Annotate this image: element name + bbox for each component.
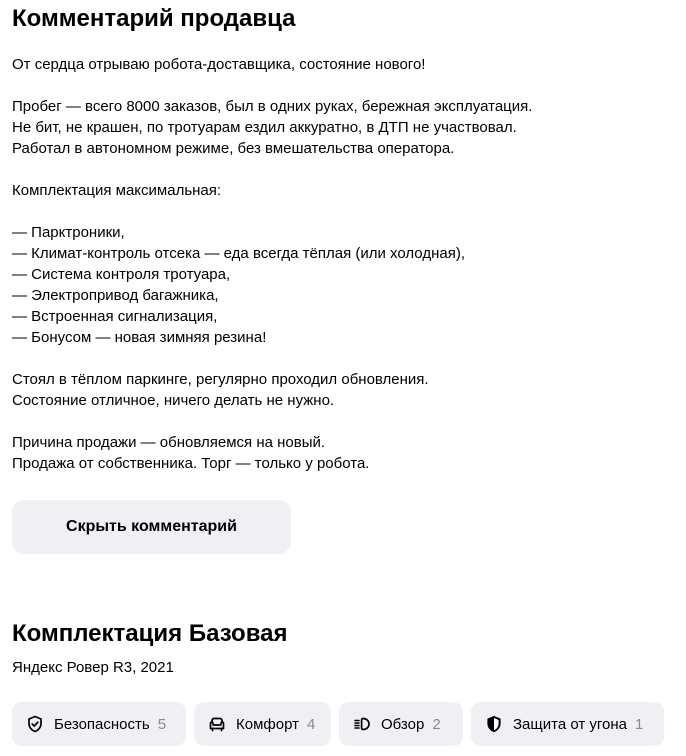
hide-comment-button[interactable]: Скрыть комментарий bbox=[12, 500, 291, 554]
seller-comment-title: Комментарий продавца bbox=[12, 5, 296, 32]
comment-paragraph bbox=[12, 369, 672, 411]
chip-comfort[interactable] bbox=[194, 702, 331, 746]
comment-line: Комплектация максимальная: bbox=[12, 182, 222, 199]
chip-count: 2 bbox=[432, 715, 441, 733]
chip-label: Комфорт bbox=[236, 715, 299, 733]
comment-line: — Бонусом — новая зимняя резина! bbox=[12, 329, 267, 346]
comment-line: Причина продажи — обновляемся на новый. bbox=[12, 434, 326, 451]
chip-view[interactable] bbox=[339, 702, 463, 746]
comment-line: — Электропривод багажника, bbox=[12, 287, 219, 304]
comment-line: Не бит, не крашен, по тротуарам ездил аккуратно, в ДТП не участвовал. bbox=[12, 119, 517, 136]
comment-line: — Парктроники, bbox=[12, 224, 125, 241]
comment-paragraph bbox=[12, 180, 672, 201]
shield-icon bbox=[485, 715, 503, 733]
comment-paragraph bbox=[12, 54, 672, 75]
shield-check-icon bbox=[26, 715, 44, 733]
chip-security[interactable] bbox=[12, 702, 186, 746]
chip-count: 1 bbox=[635, 715, 644, 733]
comment-line: — Климат-контроль отсека — еда всегда тёплая (или холодная), bbox=[12, 245, 465, 262]
comment-line: От сердца отрываю робота-доставщика, состояние нового! bbox=[12, 56, 426, 73]
comment-line: Работал в автономном режиме, без вмешательства оператора. bbox=[12, 140, 455, 157]
chip-label: Безопасность bbox=[54, 715, 150, 733]
armchair-icon bbox=[208, 715, 226, 733]
comment-line: Стоял в тёплом паркинге, регулярно проходил обновления. bbox=[12, 371, 429, 388]
headlight-icon bbox=[353, 715, 371, 733]
comment-line: Продажа от собственника. Торг — только у робота. bbox=[12, 455, 370, 472]
comment-line: Пробег — всего 8000 заказов, был в одних руках, бережная эксплуатация. bbox=[12, 98, 533, 115]
comment-paragraph bbox=[12, 432, 672, 474]
chip-anti-theft[interactable] bbox=[471, 702, 664, 746]
chip-label: Защита от угона bbox=[513, 715, 627, 733]
equipment-categories bbox=[12, 702, 664, 746]
chip-label: Обзор bbox=[381, 715, 425, 733]
chip-count: 5 bbox=[157, 715, 167, 733]
seller-comment-text bbox=[12, 54, 672, 474]
vehicle-model-year: Яндекс Ровер R3, 2021 bbox=[12, 659, 174, 676]
comment-line: Состояние отличное, ничего делать не нужно. bbox=[12, 392, 335, 409]
comment-line: — Система контроля тротуара, bbox=[12, 266, 231, 283]
comment-paragraph bbox=[12, 96, 672, 159]
equipment-title: Комплектация Базовая bbox=[12, 620, 288, 647]
chip-count: 4 bbox=[306, 715, 316, 733]
comment-paragraph bbox=[12, 222, 672, 348]
comment-line: — Встроенная сигнализация, bbox=[12, 308, 218, 325]
